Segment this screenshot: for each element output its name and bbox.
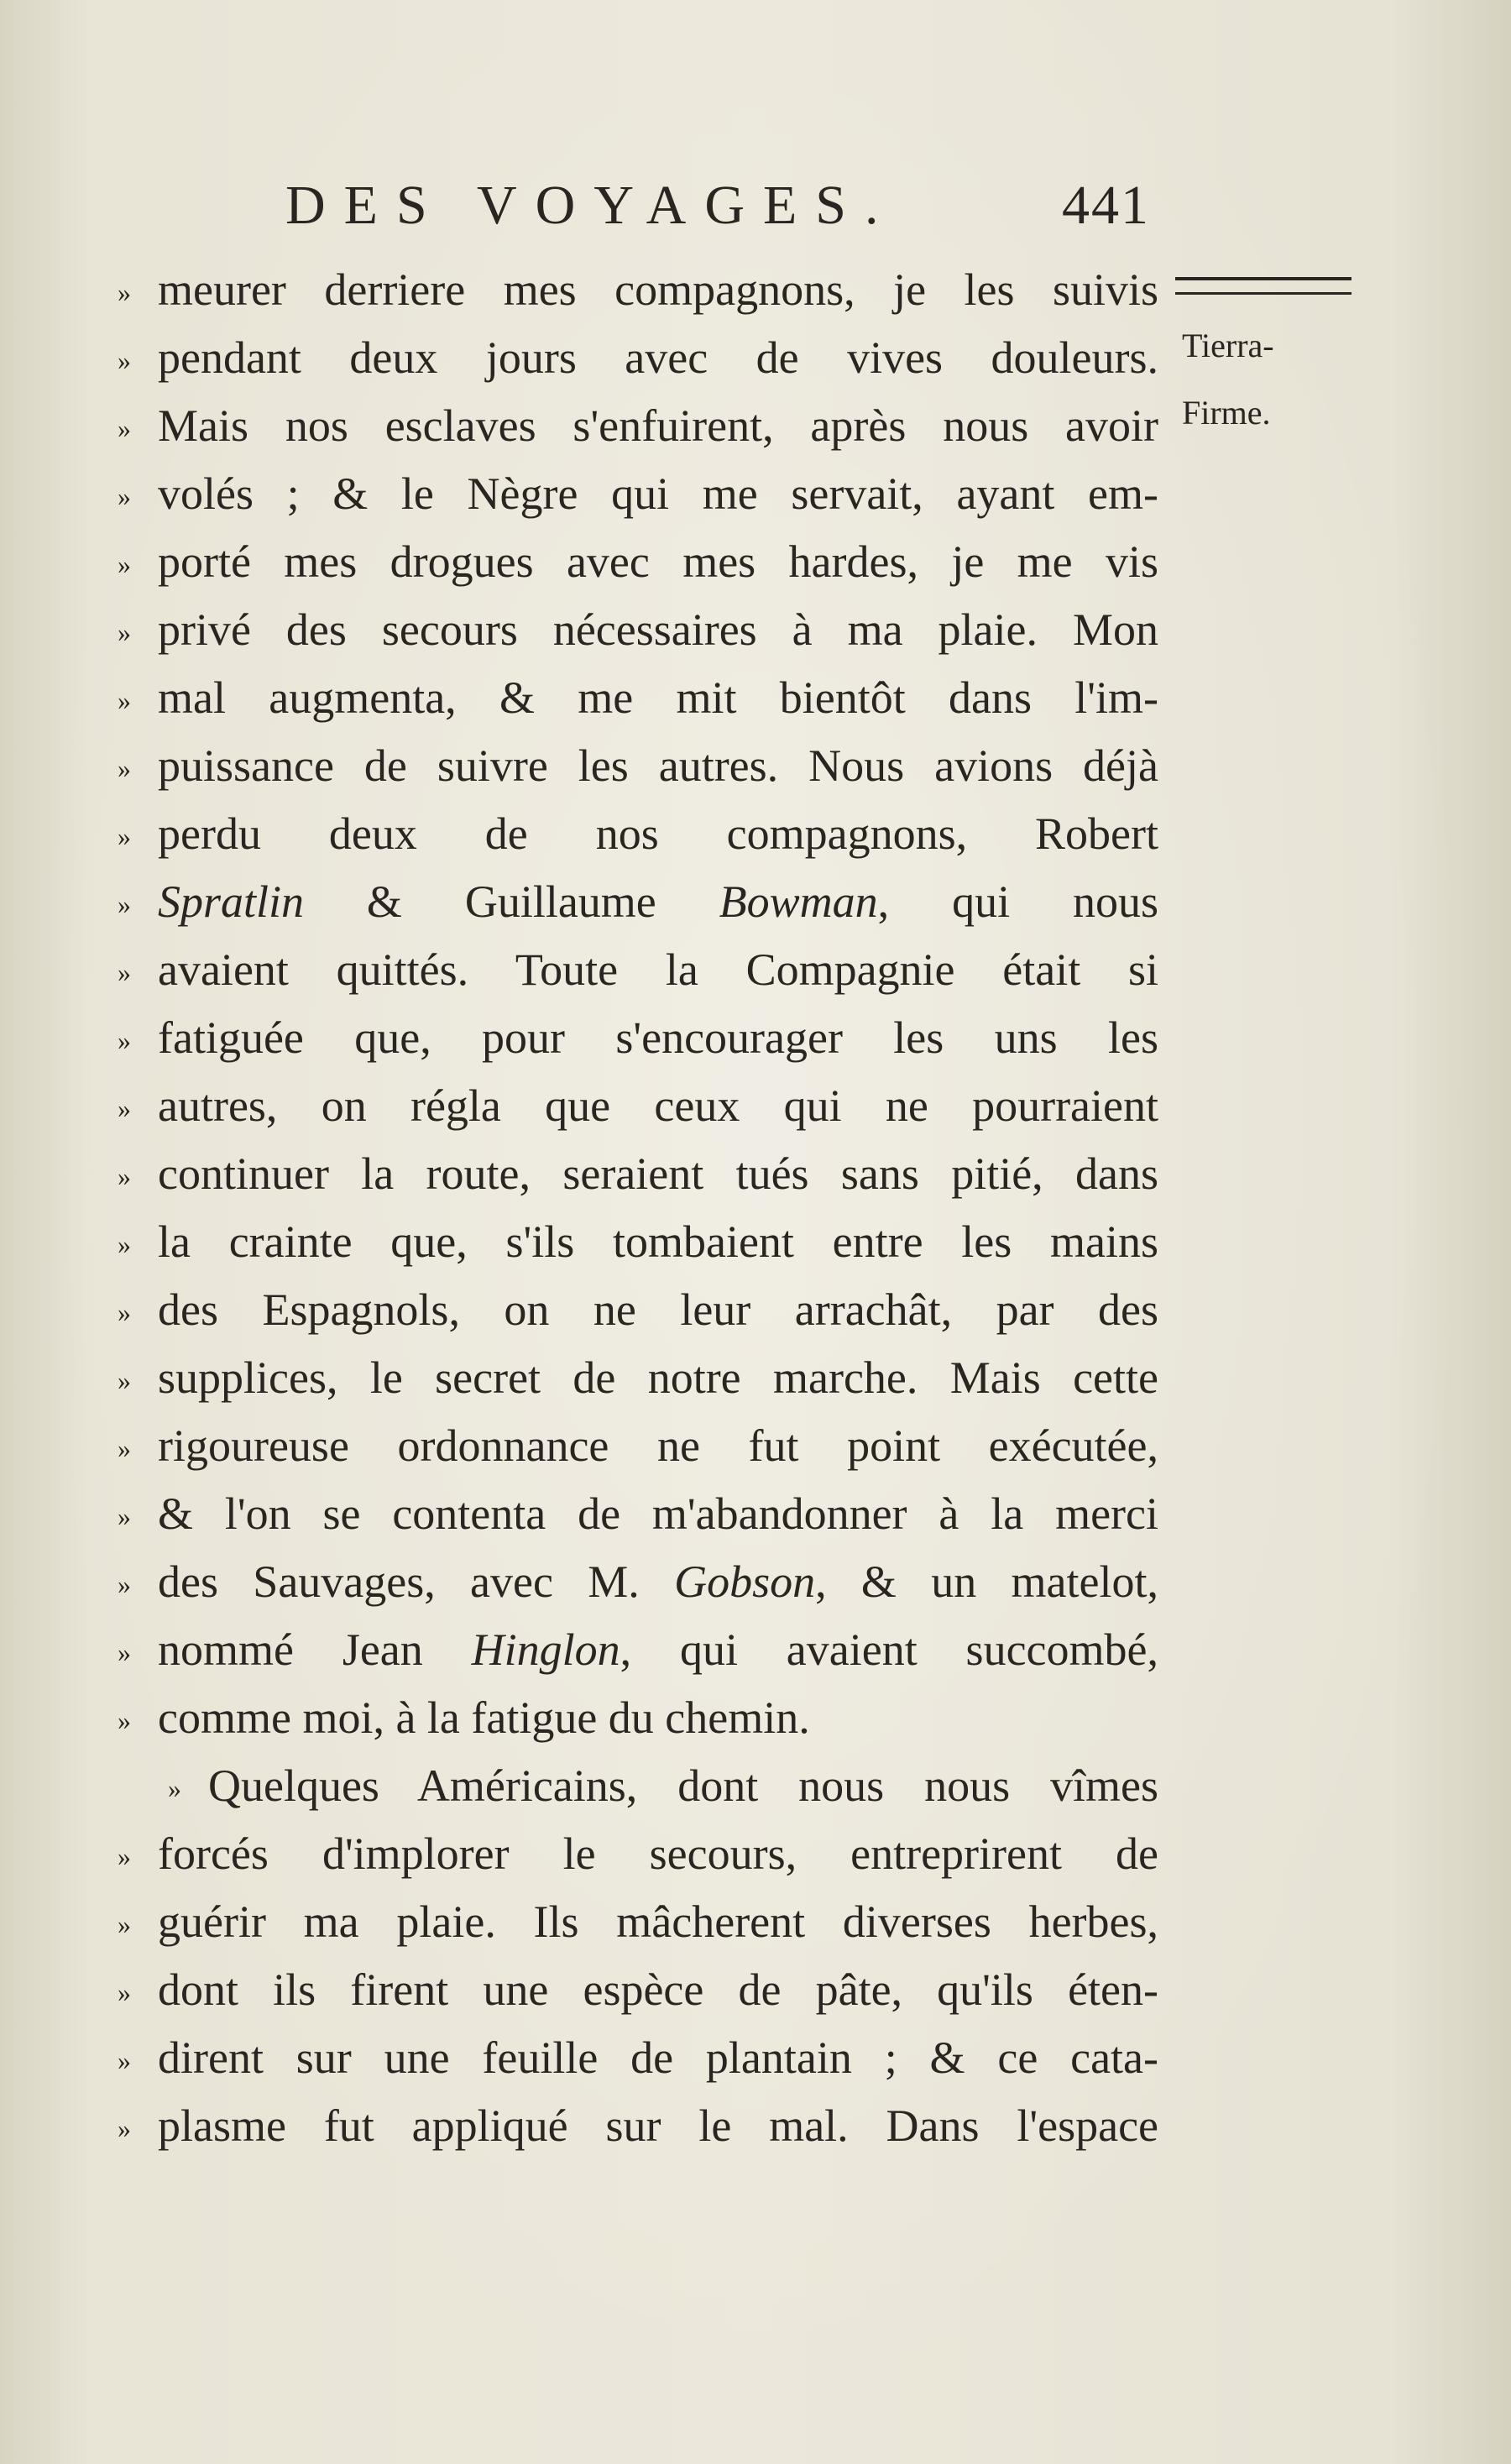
text-line: » fatiguée que, pour s'encourager les uns les — [118, 1004, 1158, 1072]
text-line: » avaient quittés. Toute la Compagnie était si — [118, 936, 1158, 1004]
text-line: » Quelques Américains, dont nous nous vîmes — [118, 1752, 1158, 1820]
text-line: » des Espagnols, on ne leur arrachât, par des — [118, 1276, 1158, 1344]
text-line: » mal augmenta, & me mit bientôt dans l'im- — [118, 664, 1158, 732]
quote-mark: » — [118, 685, 131, 715]
text-line: » pendant deux jours avec de vives douleurs. — [118, 324, 1158, 392]
text-line: » autres, on régla que ceux qui ne pourraient — [118, 1072, 1158, 1140]
text-line: » volés ; & le Nègre qui me servait, ayant em- — [118, 460, 1158, 528]
quote-mark: » — [118, 1977, 131, 2007]
quote-mark: » — [118, 1297, 131, 1327]
text-line: » puissance de suivre les autres. Nous avions déjà — [118, 732, 1158, 800]
text-line: » nommé Jean Hinglon, qui avaient succombé, — [118, 1616, 1158, 1684]
quote-mark: » — [118, 957, 131, 987]
quote-mark: » — [118, 1909, 131, 1939]
text-line: » privé des secours nécessaires à ma plaie. Mon — [118, 596, 1158, 664]
quote-mark: » — [118, 1365, 131, 1395]
margin-rule — [1175, 277, 1352, 295]
text-line: » & l'on se contenta de m'abandonner à la merci — [118, 1480, 1158, 1548]
quote-mark: » — [118, 2113, 131, 2143]
text-line: » la crainte que, s'ils tombaient entre les mains — [118, 1208, 1158, 1276]
text-line: » plasme fut appliqué sur le mal. Dans l'espace — [118, 2092, 1158, 2160]
quote-mark: » — [118, 413, 131, 443]
quote-mark: » — [118, 549, 131, 579]
quote-mark: » — [118, 821, 131, 851]
text-line: » continuer la route, seraient tués sans pitié, dans — [118, 1140, 1158, 1208]
text-line: » perdu deux de nos compagnons, Robert — [118, 800, 1158, 868]
body-text — [118, 256, 1158, 2160]
quote-mark: » — [118, 1841, 131, 1871]
quote-mark: » — [118, 277, 131, 307]
page-header — [285, 172, 1150, 239]
page-number: 441 — [1062, 175, 1150, 236]
marginal-note-line: Tierra- — [1182, 327, 1274, 364]
text-line: » Spratlin & Guillaume Bowman, qui nous — [118, 868, 1158, 936]
person-name: Hinglon — [471, 1624, 620, 1675]
quote-mark: » — [118, 345, 131, 375]
text-line: » des Sauvages, avec M. Gobson, & un matelot, — [118, 1548, 1158, 1616]
quote-mark: » — [118, 1569, 131, 1599]
text-line: » supplices, le secret de notre marche. Mais cette — [118, 1344, 1158, 1412]
text-line: » rigoureuse ordonnance ne fut point exécutée, — [118, 1412, 1158, 1480]
quote-mark: » — [168, 1773, 181, 1803]
quote-mark: » — [118, 1025, 131, 1055]
running-title: DES VOYAGES. — [285, 175, 897, 236]
text-line: » forcés d'implorer le secours, entreprirent de — [118, 1820, 1158, 1888]
text-line: » dirent sur une feuille de plantain ; & ce cata- — [118, 2024, 1158, 2092]
marginal-note — [1182, 312, 1367, 447]
marginal-note-line: Firme. — [1182, 394, 1271, 432]
quote-mark: » — [118, 1229, 131, 1259]
quote-mark: » — [118, 1093, 131, 1123]
quote-mark: » — [118, 1161, 131, 1191]
quote-mark: » — [118, 1433, 131, 1463]
quote-mark: » — [118, 1705, 131, 1735]
quote-mark: » — [118, 2045, 131, 2075]
quote-mark: » — [118, 1501, 131, 1531]
quote-mark: » — [118, 1637, 131, 1667]
person-name: Spratlin — [158, 876, 305, 927]
quote-mark: » — [118, 889, 131, 919]
quote-mark: » — [118, 753, 131, 783]
text-line: » Mais nos esclaves s'enfuirent, après nous avoir — [118, 392, 1158, 460]
text-line: » meurer derriere mes compagnons, je les suivis — [118, 256, 1158, 324]
quote-mark: » — [118, 481, 131, 511]
person-name: Bowman — [719, 876, 878, 927]
text-line: » porté mes drogues avec mes hardes, je me vis — [118, 528, 1158, 596]
text-line: » dont ils firent une espèce de pâte, qu'ils éten- — [118, 1956, 1158, 2024]
text-line: » guérir ma plaie. Ils mâcherent diverses herbes, — [118, 1888, 1158, 1956]
quote-mark: » — [118, 617, 131, 647]
text-line: » comme moi, à la fatigue du chemin. — [118, 1684, 1158, 1752]
person-name: Gobson — [674, 1556, 816, 1607]
